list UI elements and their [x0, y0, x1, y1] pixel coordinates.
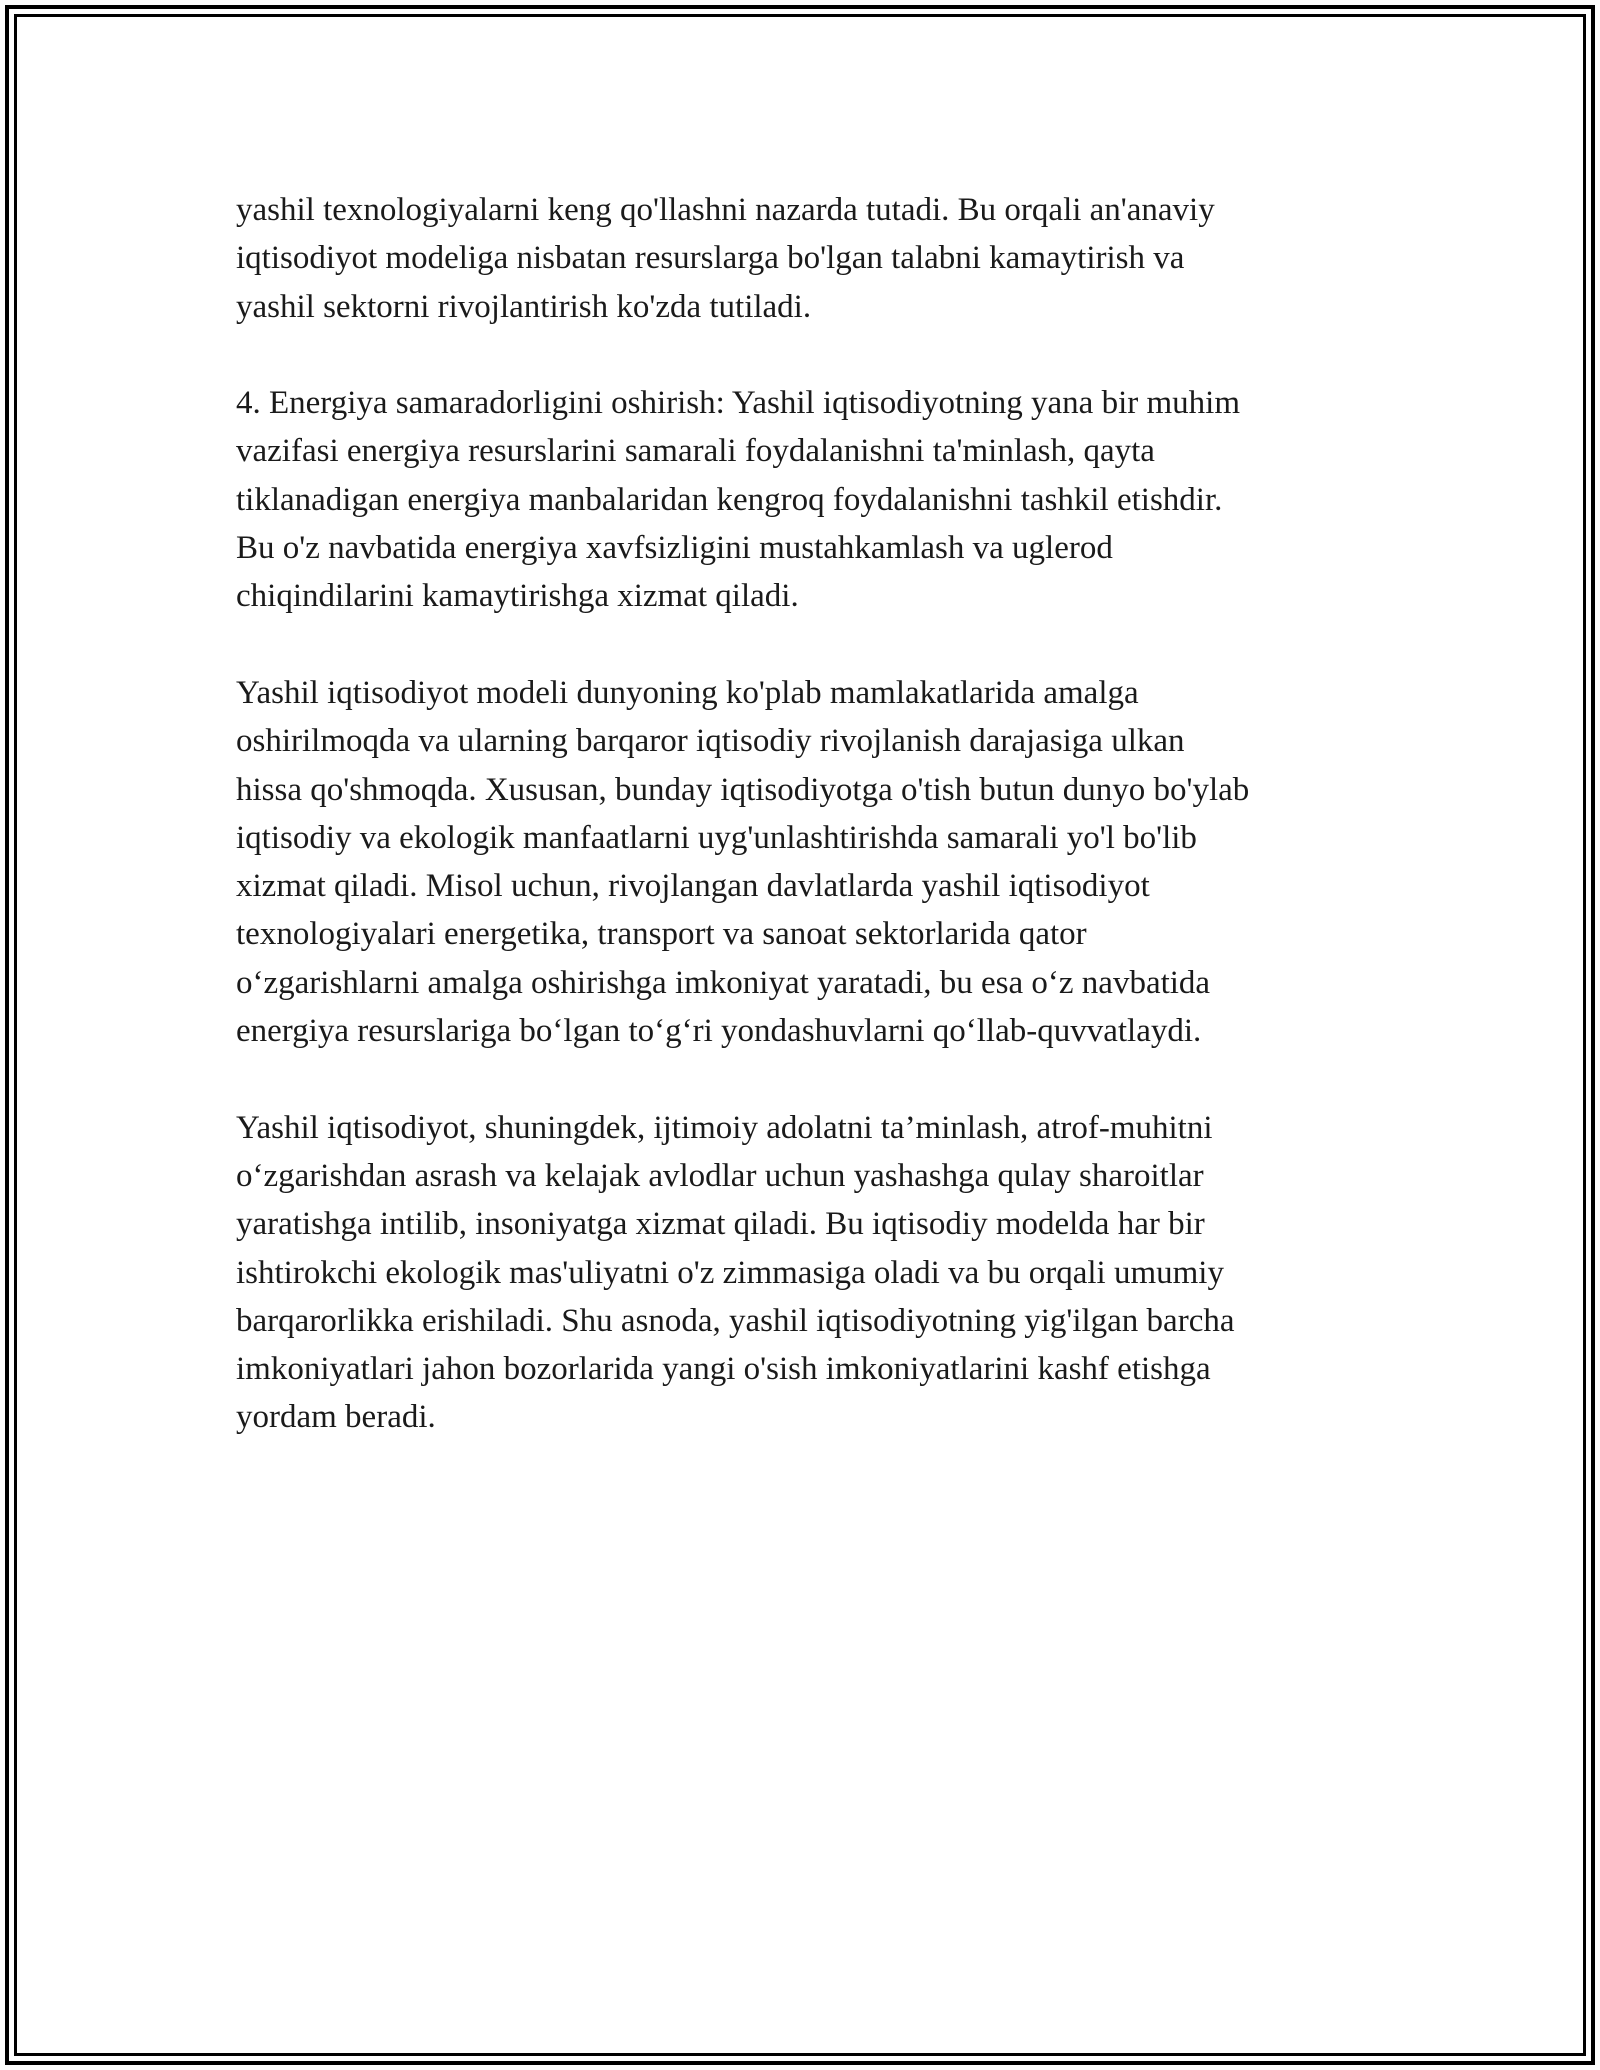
paragraph-social-justice: Yashil iqtisodiyot, shuningdek, ijtimoiy adolatni ta’minlash, atrof-muhitni oʻzgarishdan asrash va kelajak avlodlar uchun yashashga qulay sharoitlar yaratishga intilib, insoniyatga xizmat qiladi. Bu iqtisodiy modelda har bir ishtirokchi ekologik mas'uliyatni o'z zimmasiga oladi va bu orqali umumiy barqarorlikka erishiladi. Shu asnoda, yashil iqtisodiyotning yig'ilgan barcha imkoniyatlari jahon bozorlarida yangi o'sish imkoniyatlarini kashf etishga yordam beradi. [236, 1109, 1235, 1436]
paragraph-energy-efficiency: 4. Energiya samaradorligini oshirish: Yashil iqtisodiyotning yana bir muhim vazifasi energiya resurslarini samarali foydalanishni ta'minlash, qayta tiklanadigan energiya manbalaridan kengroq foydalanishni tashkil etishdir. Bu o'z navbatida energiya xavfsizligini mustahkamlash va uglerod chiqindilarini kamaytirishga xizmat qiladi. [236, 385, 1240, 615]
paragraph-model-worldwide: Yashil iqtisodiyot modeli dunyoning ko'plab mamlakatlarida amalga oshirilmoqda va ularning barqaror iqtisodiy rivojlanish darajasiga ulkan hissa qo'shmoqda. Xususan, bunday iqtisodiyotga o'tish butun dunyo bo'ylab iqtisodiy va ekologik manfaatlarni uyg'unlashtirishda samarali yo'l bo'lib xizmat qiladi. Misol uchun, rivojlangan davlatlarda yashil iqtisodiyot texnologiyalari energetika, transport va sanoat sektorlarida qator oʻzgarishlarni amalga oshirishga imkoniyat yaratadi, bu esa oʻz navbatida energiya resurslariga boʻlgan toʻgʻri yondashuvlarni qoʻllab-quvvatlaydi. [236, 674, 1250, 1050]
paragraph-green-technologies: yashil texnologiyalarni keng qo'llashni nazarda tutadi. Bu orqali an'anaviy iqtisodiyot modeliga nisbatan resurslarga bo'lgan talabni kamaytirish va yashil sektorni rivojlantirish ko'zda tutiladi. [236, 192, 1215, 325]
document-body [236, 186, 1386, 1442]
